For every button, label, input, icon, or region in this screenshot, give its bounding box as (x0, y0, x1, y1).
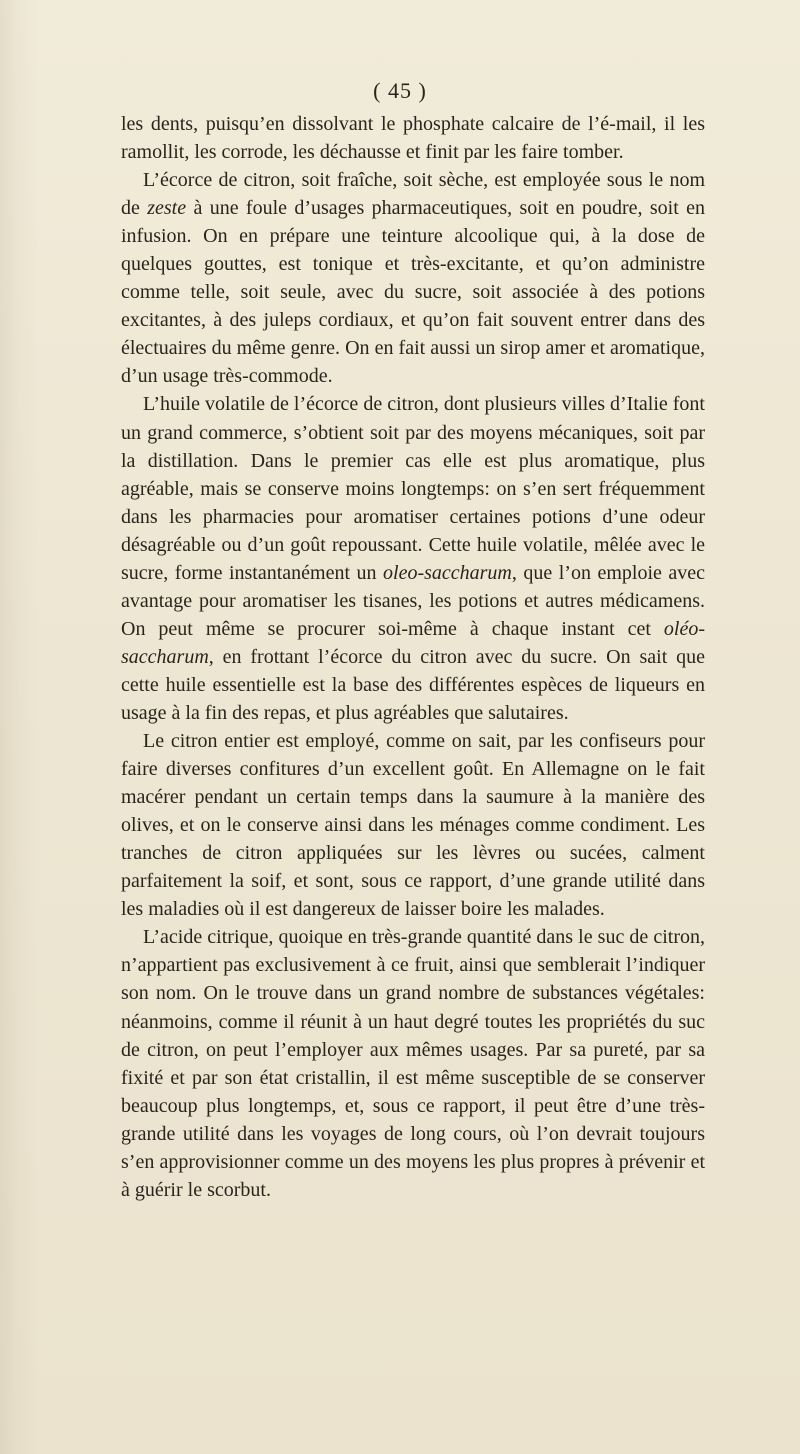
text-run: , que l’on emploie avec avantage pour aromatiser les tisanes, les potions et autres médicamens. On peut même se procurer soi-même à chaque instant cet (121, 561, 705, 640)
italic-term: oléo-saccharum (121, 617, 705, 668)
text-run: Le citron entier est employé, comme on sait, par les confiseurs pour faire diverses confitures d’un excellent goût. En Allemagne on le fait macérer pendant un certain temps dans la saumure à la manière des olives, et on le conserve ainsi dans les ménages comme condiment. Les tranches de citron appliquées sur les lèvres ou sucées, calment parfaitement la soif, et sont, sous ce rapport, d’une grande utilité dans les maladies où il est dangereux de laisser boire les malades. (121, 730, 705, 921)
text-run: L’acide citrique, quoique en très-grande quantité dans le suc de citron, n’appartient pas exclusivement à ce fruit, ainsi que semblerait l’indiquer son nom. On le trouve dans un grand nombre de substances végétales: néanmoins, comme il réunit à un haut degré toutes les propriétés du suc de citron, on peut l’employer aux mêmes usages. Par sa pureté, par sa fixité et par son état cristallin, il est même susceptible de se conserver beaucoup plus longtemps, et, sous ce rapport, il peut être d’une très-grande utilité dans les voyages de long cours, où l’on devrait toujours s’en approvisionner comme un des moyens les plus propres à prévenir et à guérir le scorbut. (121, 926, 705, 1201)
page-body (121, 110, 705, 1204)
italic-term: zeste (147, 197, 187, 220)
text-run: , en frottant l’écorce du citron avec du sucre. On sait que cette huile essentielle est la base des différentes espèces de liqueurs en usage à la fin des repas, et plus agréables que salutaires. (121, 645, 705, 724)
text-run: L’écorce de citron, soit fraîche, soit sèche, est employée sous le nom de (121, 169, 705, 220)
text-run: les dents, puisqu’en dissolvant le phosphate calcaire de l’é-mail, il les ramollit, les corrode, les déchausse et finit par les faire tomber. (121, 113, 705, 164)
paragraph (121, 390, 705, 727)
paragraph (121, 923, 705, 1203)
paragraph (121, 110, 705, 166)
page-number: ( 45 ) (373, 78, 427, 103)
text-run: à une foule d’usages pharmaceutiques, soit en poudre, soit en infusion. On en prépare une teinture alcoolique qui, à la dose de quelques gouttes, est tonique et très-excitante, et qu’on administre comme telle, soit seule, avec du sucre, soit associée à des potions excitantes, à des juleps cordiaux, et qu’on fait souvent entrer dans des électuaires du même genre. On en fait aussi un sirop amer et aromatique, d’un usage très-commode. (121, 197, 705, 388)
italic-term: oleo-saccharum (383, 561, 512, 584)
paragraph (121, 727, 705, 923)
text-run: L’huile volatile de l’écorce de citron, dont plusieurs villes d’Italie font un grand commerce, s’obtient soit par des moyens mécaniques, soit par la distillation. Dans le premier cas elle est plus aromatique, plus agréable, mais se conserve moins longtemps: on s’en sert fréquemment dans les pharmacies pour aromatiser certaines potions d’une odeur désagréable ou d’un goût repoussant. Cette huile volatile, mêlée avec le sucre, forme instantanément un (121, 393, 705, 584)
paragraph (121, 166, 705, 390)
